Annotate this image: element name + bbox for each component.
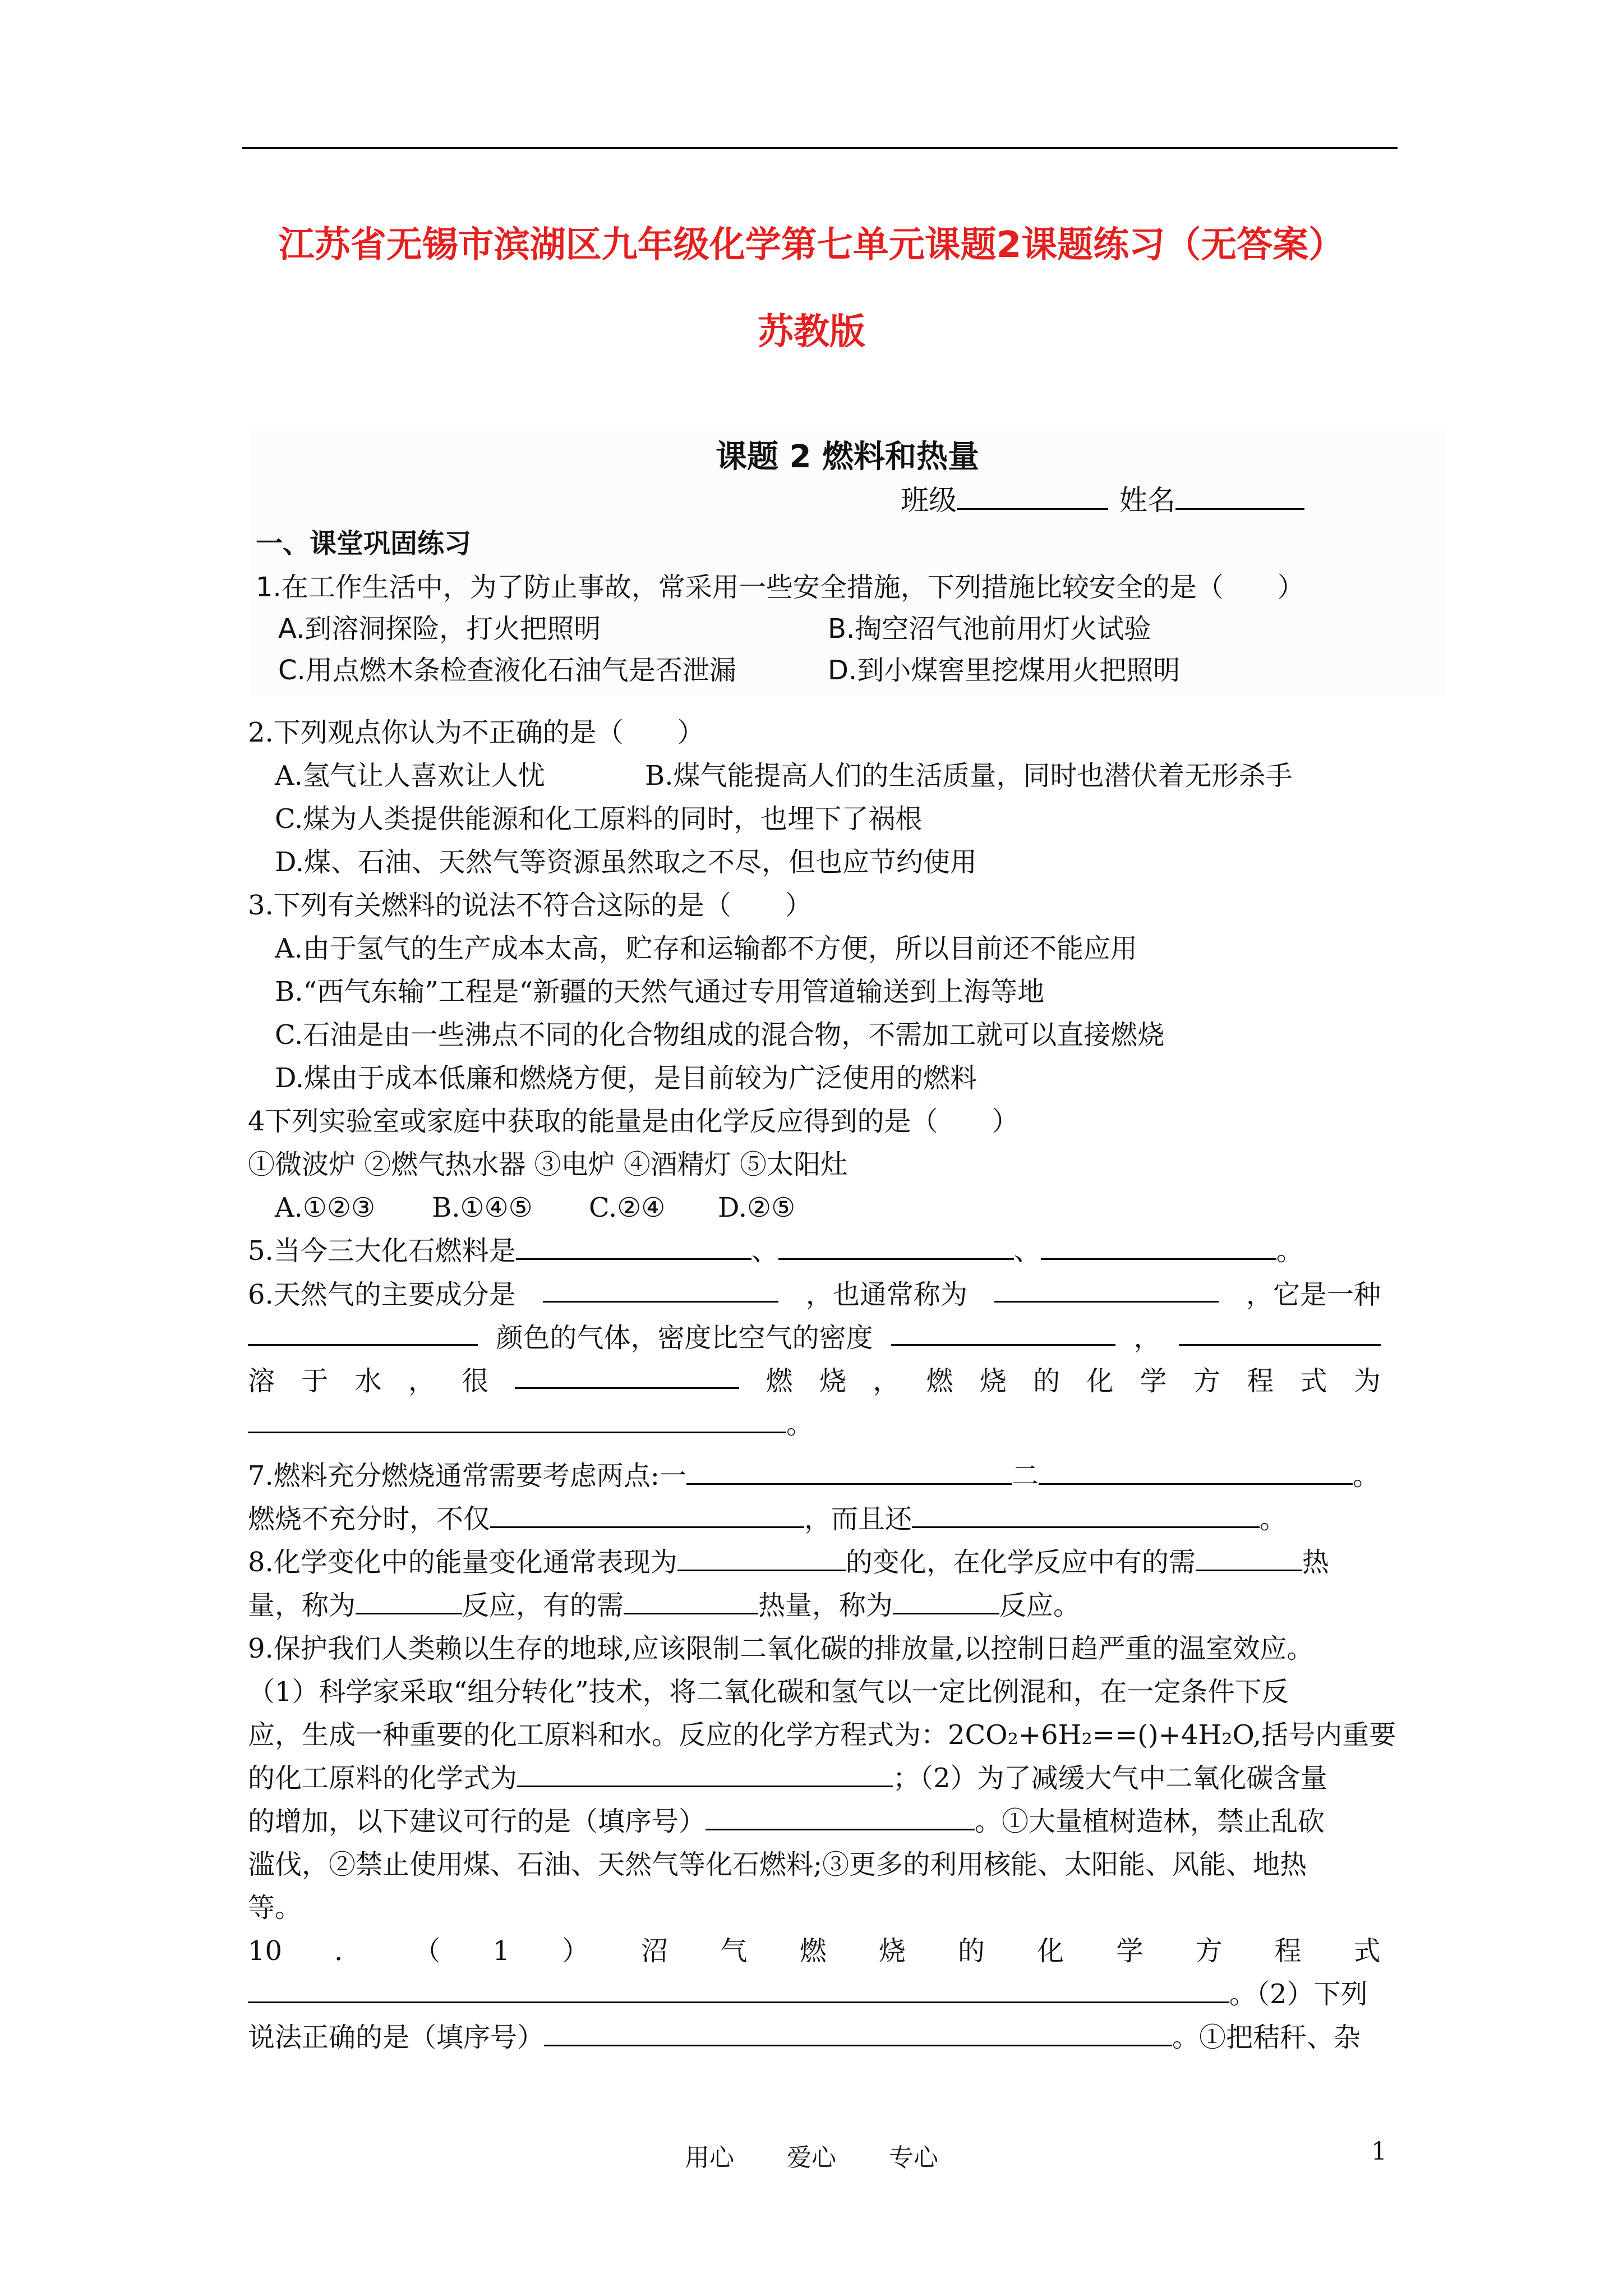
- q3-stem: 3.下列有关燃料的说法不符合这际的是（ ）: [248, 890, 812, 921]
- q6-word: 为: [1353, 1365, 1381, 1397]
- q6-word: 水: [354, 1365, 382, 1397]
- q8-blank-2[interactable]: [1196, 1546, 1302, 1571]
- q8-text-5: 反应，有的需: [462, 1590, 624, 1621]
- header-rule: [242, 147, 1398, 149]
- q8-blank-1[interactable]: [677, 1546, 846, 1571]
- q6-text-2: ，也通常称为: [805, 1279, 967, 1310]
- q10-word: 学: [1116, 1935, 1144, 1967]
- q6-word: ，: [873, 1365, 900, 1397]
- q7-text-3: 燃烧不充分时，不仅: [248, 1503, 491, 1535]
- section-heading: 一、课堂巩固练习: [256, 528, 472, 559]
- q6-word: 烧: [979, 1365, 1007, 1397]
- q1-stem: 1.在工作生活中，为了防止事故，常采用一些安全措施，下列措施比较安全的是（ ）: [256, 572, 1304, 603]
- q5-line: [248, 1234, 1303, 1268]
- q3-option-a: A.由于氢气的生产成本太高，贮存和运输都不方便，所以目前还不能应用: [275, 933, 1137, 964]
- q8-text-6: 热量，称为: [758, 1590, 893, 1621]
- q8-text-7: 反应。: [999, 1590, 1081, 1621]
- q7-line-2: [248, 1502, 1287, 1536]
- q5-blank-2[interactable]: [778, 1235, 1014, 1260]
- q10-line-1: [248, 1934, 1381, 1968]
- q7-end-2: 。: [1260, 1503, 1287, 1535]
- document-subtitle: 苏教版: [758, 311, 865, 353]
- q10-word: ）: [562, 1935, 589, 1967]
- q7-text-2: 二: [1011, 1460, 1039, 1492]
- scanned-worksheet-header: [250, 426, 1445, 696]
- class-label: 班级: [901, 484, 957, 517]
- q2-option-a: A.氢气让人喜欢让人忧: [275, 760, 545, 792]
- q10-word: 1: [492, 1935, 510, 1967]
- q9-line-2: （1）科学家采取“组分转化”技术，将二氧化碳和氢气以一定比例混和，在一定条件下反: [248, 1676, 1289, 1708]
- q6-blank-4[interactable]: [891, 1320, 1115, 1346]
- q6-word: 溶: [248, 1365, 275, 1397]
- q6-word: 化: [1086, 1365, 1114, 1397]
- page-footer: 用心 爱心 专心: [685, 2143, 938, 2172]
- q10-word: 气: [720, 1935, 748, 1967]
- q3-option-b: B.“西气东输”工程是“新疆的天然气通过专用管道输送到上海等地: [275, 976, 1045, 1007]
- q10-word: 烧: [878, 1935, 906, 1967]
- q7-end: 。: [1353, 1460, 1380, 1492]
- q9-blank-2[interactable]: [706, 1805, 975, 1830]
- worksheet-title: 课题 2 燃料和热量: [716, 439, 979, 475]
- q10-text-3a: 说法正确的是（填序号）: [248, 2022, 545, 2053]
- q7-text-4: ，而且还: [804, 1503, 912, 1535]
- q6-word: 于: [301, 1365, 329, 1397]
- q10-word: （: [413, 1935, 441, 1967]
- q10-word: 沼: [641, 1935, 668, 1967]
- q6-end: 。: [786, 1409, 814, 1440]
- q10-text-3b: 。①把秸秆、杂: [1172, 2022, 1361, 2053]
- class-name-line: [901, 478, 1304, 518]
- q4-option-b: B.①④⑤: [432, 1192, 533, 1223]
- q10-blank-2[interactable]: [544, 2021, 1172, 2046]
- q2-option-b: B.煤气能提高人们的生活质量，同时也潜伏着无形杀手: [645, 760, 1293, 792]
- q6-text-1: 6.天然气的主要成分是: [248, 1279, 516, 1310]
- q6-text-5: ，: [1133, 1322, 1161, 1354]
- q9-line-6: 滥伐，②禁止使用煤、石油、天然气等化石燃料;③更多的利用核能、太阳能、风能、地热: [248, 1849, 1307, 1880]
- q6-word: 方: [1193, 1365, 1220, 1397]
- q7-text-1: 7.燃料充分燃烧通常需要考虑两点:一: [248, 1460, 686, 1492]
- name-label: 姓名: [1119, 484, 1175, 517]
- q6-blank-1[interactable]: [543, 1277, 778, 1303]
- q6-word: 燃: [766, 1365, 793, 1397]
- q10-word: 式: [1353, 1935, 1381, 1967]
- q9-text-5b: 。①大量植树造林，禁止乱砍: [975, 1806, 1325, 1837]
- q10-word: 程: [1274, 1935, 1302, 1967]
- q1-option-d: D.到小煤窖里挖煤用火把照明: [828, 655, 1181, 686]
- q10-line-3: [248, 2020, 1361, 2055]
- q6-blank-2[interactable]: [994, 1277, 1219, 1303]
- q9-text-4b: ；（2）为了减缓大气中二氧化碳含量: [893, 1763, 1327, 1794]
- q5-blank-1[interactable]: [516, 1235, 751, 1260]
- q8-blank-4[interactable]: [624, 1589, 758, 1614]
- q7-line-1: [248, 1458, 1380, 1493]
- q8-text-2: 的变化，在化学反应中有的需: [845, 1547, 1196, 1578]
- q10-word: 方: [1195, 1935, 1223, 1967]
- q6-word: 的: [1033, 1365, 1061, 1397]
- q6-blank-3[interactable]: [248, 1320, 478, 1346]
- q10-line-2: [248, 1977, 1368, 2012]
- q8-blank-3[interactable]: [356, 1589, 462, 1614]
- q10-text-2: 。（2）下列: [1229, 1978, 1368, 2010]
- q3-option-d: D.煤由于成本低廉和燃烧方便，是目前较为广泛使用的燃料: [275, 1062, 978, 1094]
- q9-blank-1[interactable]: [517, 1762, 893, 1787]
- q5-sep-1: 、: [751, 1235, 778, 1267]
- q7-blank-1[interactable]: [686, 1460, 1012, 1485]
- document-title: 江苏省无锡市滨湖区九年级化学第七单元课题2课题练习（无答案）: [278, 224, 1345, 266]
- q9-line-7: 等。: [248, 1892, 302, 1924]
- q7-blank-4[interactable]: [912, 1503, 1260, 1528]
- q6-word: 程: [1247, 1365, 1274, 1397]
- q6-word: 很: [462, 1365, 489, 1397]
- q10-word: ．: [334, 1935, 362, 1967]
- q6-word: 燃: [926, 1365, 953, 1397]
- q6-line-1: [248, 1277, 1381, 1312]
- q6-blank-7[interactable]: [248, 1408, 786, 1433]
- q3-option-c: C.石油是由一些沸点不同的化合物组成的混合物，不需加工就可以直接燃烧: [275, 1019, 1165, 1051]
- q5-sep-2: 、: [1013, 1235, 1041, 1267]
- q2-option-c: C.煤为人类提供能源和化工原料的同时，也埋下了祸根: [275, 803, 923, 835]
- q5-blank-3[interactable]: [1041, 1235, 1276, 1260]
- q6-line-4: [248, 1407, 813, 1442]
- q4-option-c: C.②④: [589, 1192, 666, 1223]
- q9-line-4: [248, 1761, 1327, 1796]
- q8-line-2: [248, 1588, 1080, 1623]
- q9-text-4a: 的化工原料的化学式为: [248, 1763, 518, 1794]
- q2-option-d: D.煤、石油、天然气等资源虽然取之不尽，但也应节约使用: [275, 846, 978, 878]
- q6-line-3: [248, 1364, 1381, 1398]
- q9-line-5: [248, 1804, 1325, 1839]
- q7-blank-3[interactable]: [490, 1503, 804, 1528]
- q6-word: 式: [1300, 1365, 1327, 1397]
- q10-blank-1[interactable]: [248, 1978, 1229, 2003]
- q6-line-2: [248, 1320, 1381, 1355]
- q6-word: 烧: [819, 1365, 846, 1397]
- q6-blank-5[interactable]: [1179, 1320, 1381, 1346]
- q9-line-3: 应，生成一种重要的化工原料和水。反应的化学方程式为：2CO₂+6H₂==()+4H₂O,括号内重要: [248, 1719, 1396, 1751]
- name-blank[interactable]: [1175, 485, 1304, 510]
- q8-line-1: [248, 1545, 1329, 1580]
- q10-word: 10: [248, 1935, 283, 1967]
- q4-stem: 4下列实验室或家庭中获取的能量是由化学反应得到的是（ ）: [248, 1106, 1019, 1137]
- q8-text-1: 8.化学变化中的能量变化通常表现为: [248, 1547, 677, 1578]
- q9-text-5a: 的增加，以下建议可行的是（填序号）: [248, 1806, 706, 1837]
- q1-option-a: A.到溶洞探险，打火把照明: [278, 613, 601, 645]
- q6-word: ，: [408, 1365, 435, 1397]
- q9-line-1: 9.保护我们人类赖以生存的地球,应该限制二氧化碳的排放量,以控制日趋严重的温室效应。: [248, 1633, 1314, 1664]
- q5-end: 。: [1276, 1235, 1303, 1267]
- q6-word: 学: [1140, 1365, 1167, 1397]
- q8-text-3: 热: [1302, 1547, 1329, 1578]
- q10-word: 化: [1037, 1935, 1064, 1967]
- q6-blank-6[interactable]: [515, 1364, 739, 1389]
- q4-option-a: A.①②③: [275, 1192, 376, 1223]
- q5-stem: 5.当今三大化石燃料是: [248, 1235, 516, 1267]
- q6-text-3: ，它是一种: [1246, 1279, 1381, 1310]
- q8-blank-5[interactable]: [893, 1589, 999, 1614]
- q4-items: ①微波炉 ②燃气热水器 ③电炉 ④酒精灯 ⑤太阳灶: [248, 1149, 848, 1180]
- q4-option-d: D.②⑤: [718, 1192, 796, 1223]
- q10-word: 的: [958, 1935, 985, 1967]
- q1-option-c: C.用点燃木条检查液化石油气是否泄漏: [278, 655, 736, 686]
- q2-stem: 2.下列观点你认为不正确的是（ ）: [248, 717, 704, 748]
- q6-text-4: 颜色的气体，密度比空气的密度: [496, 1322, 873, 1354]
- q8-text-4: 量，称为: [248, 1590, 356, 1621]
- q1-option-b: B.掏空沼气池前用灯火试验: [828, 613, 1151, 645]
- page-number: 1: [1371, 2137, 1387, 2166]
- class-blank[interactable]: [957, 485, 1108, 510]
- q7-blank-2[interactable]: [1039, 1460, 1353, 1485]
- q10-word: 燃: [799, 1935, 827, 1967]
